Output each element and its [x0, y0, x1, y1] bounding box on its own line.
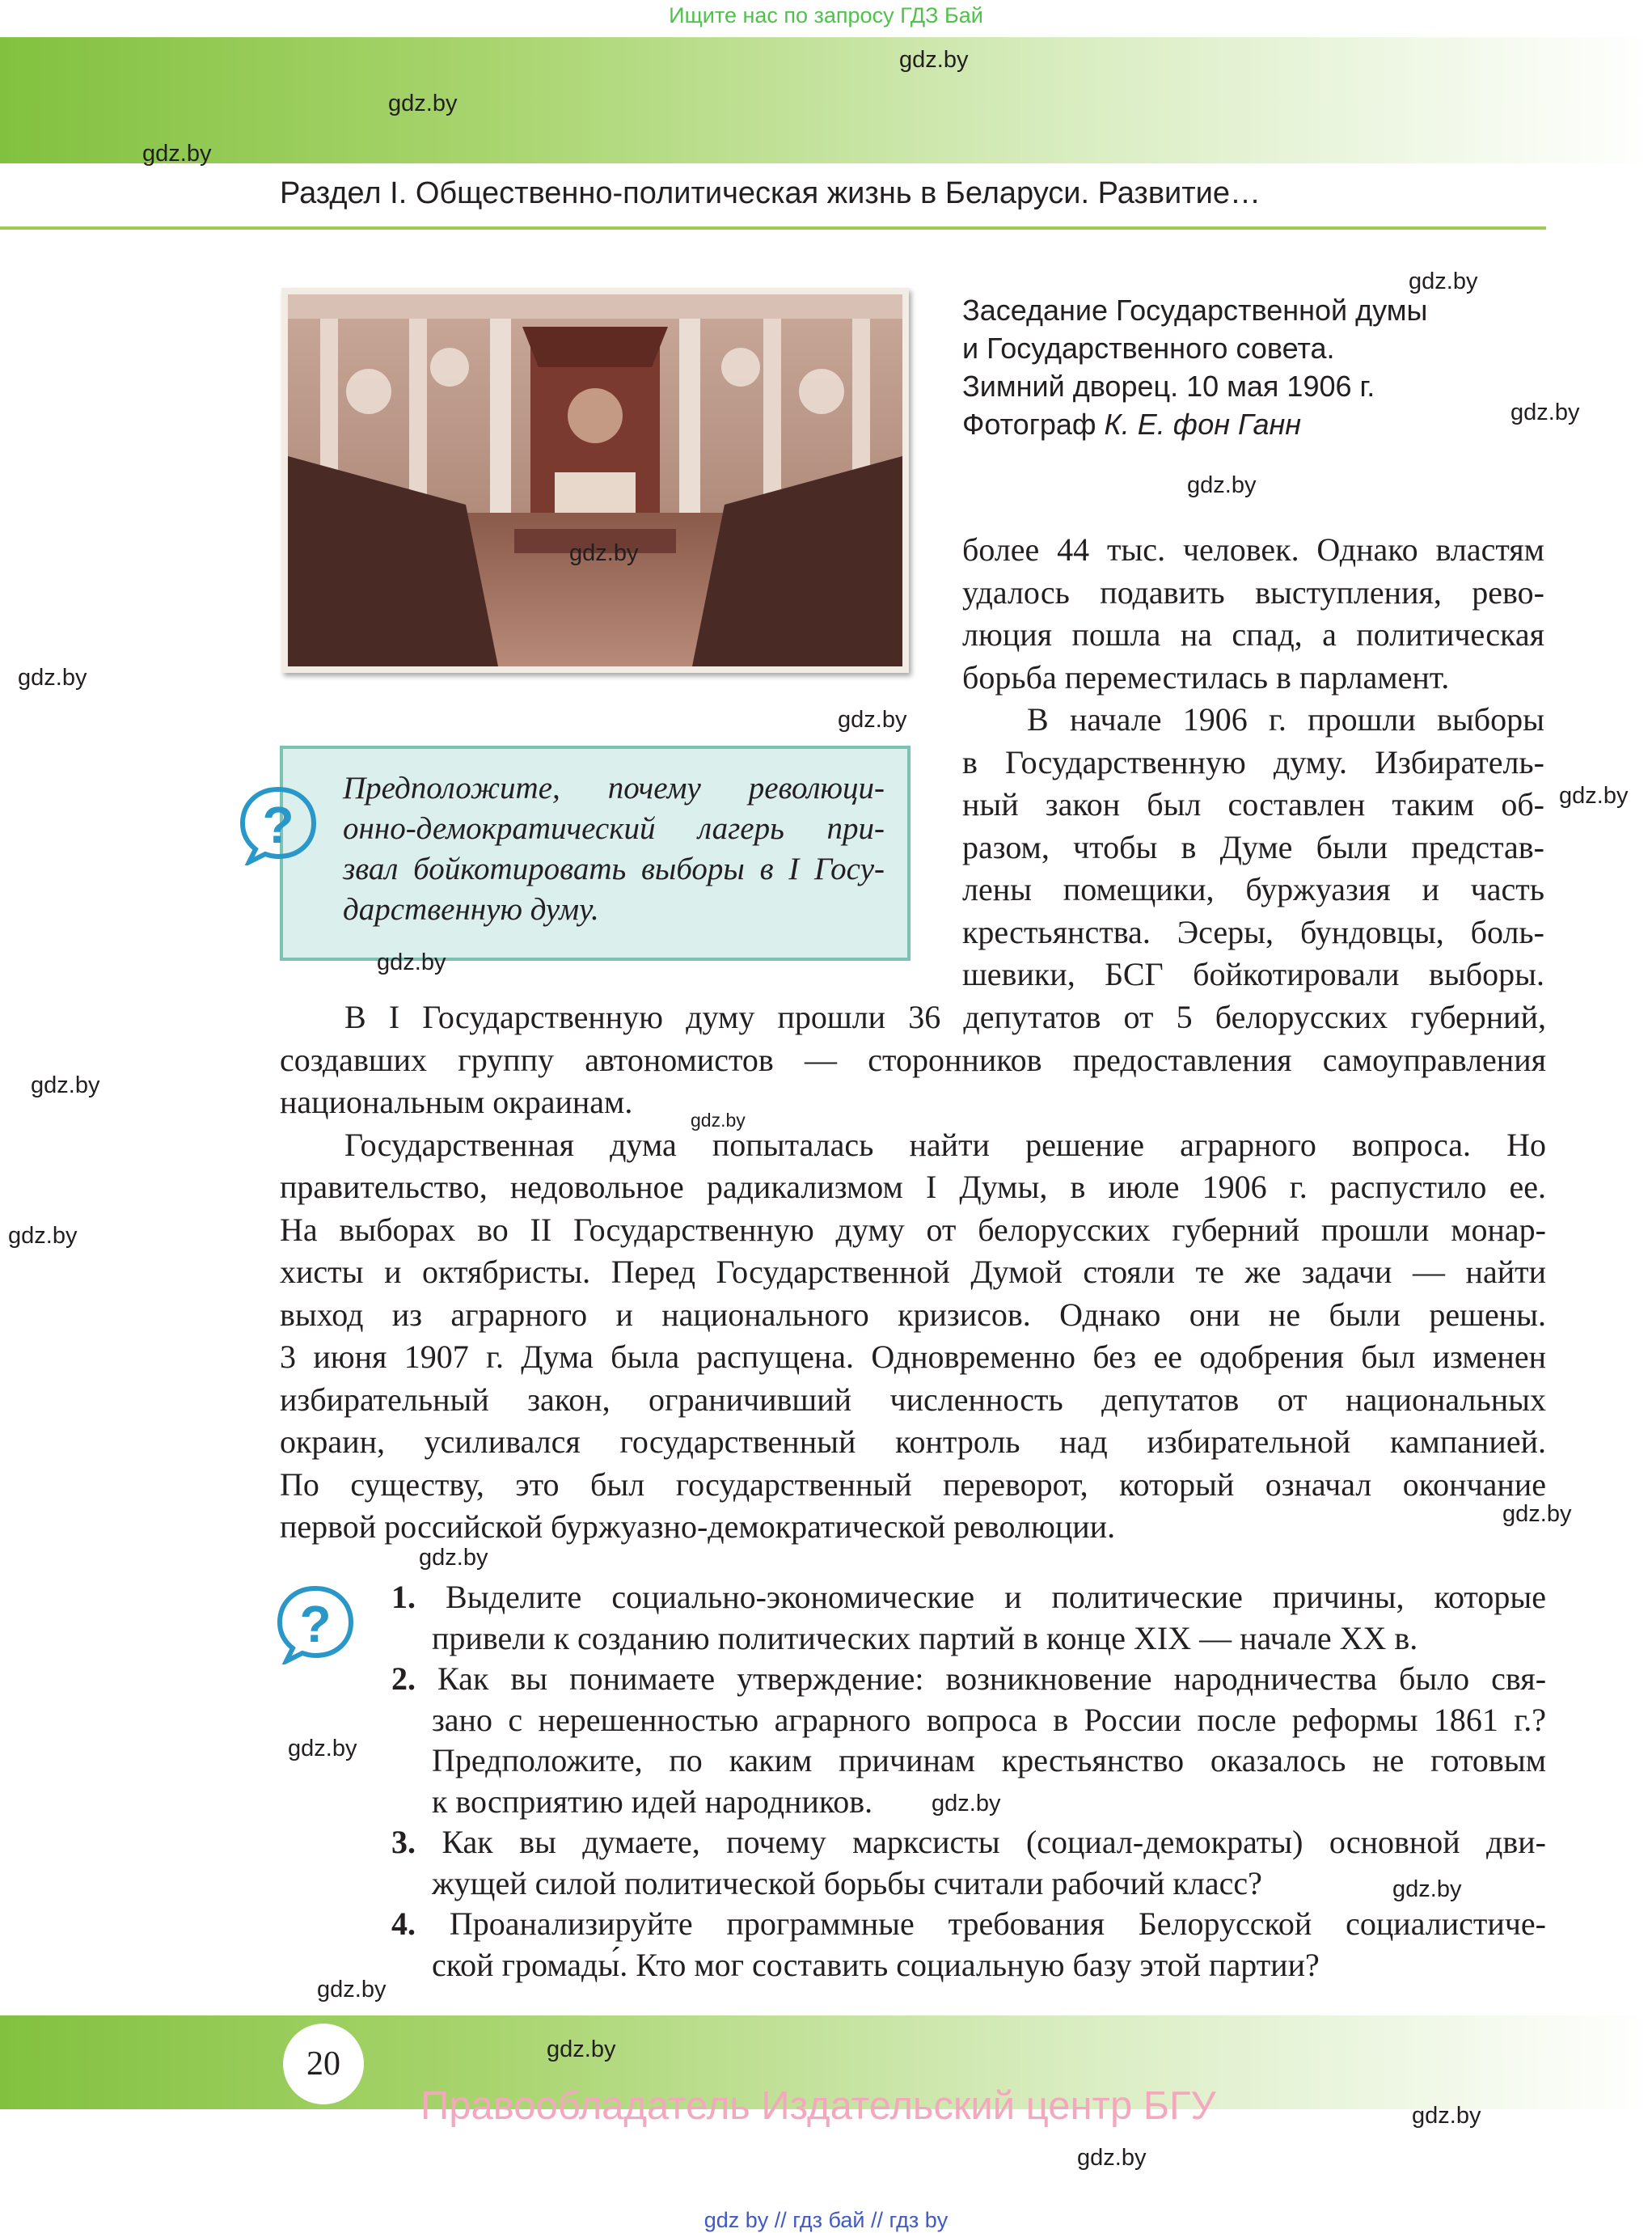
bottom-links[interactable]: gdz by // гдз бай // гдз by	[703, 2208, 949, 2232]
svg-text:?: ?	[299, 1595, 332, 1653]
page-number: 20	[283, 2024, 364, 2104]
review-questions	[391, 1577, 1546, 1986]
watermark: gdz.by	[691, 1110, 746, 1131]
caption-line: Заседание Государственной думы	[962, 294, 1428, 327]
question-number: 4.	[391, 1905, 416, 1942]
text-line: избирательный закон, ограничивший численность депутатов от национальных	[280, 1381, 1546, 1418]
text-line: онно-демократический лагерь при-	[343, 811, 885, 846]
text-line: дарственную думу.	[343, 892, 599, 927]
watermark: gdz.by	[288, 1736, 357, 1761]
watermark: gdz.by	[1412, 2103, 1481, 2129]
question-2-cont: к восприятию идей народников.	[432, 1783, 873, 1820]
text-line: первой российской буржуазно-демократической революции.	[280, 1508, 1116, 1545]
watermark: gdz.by	[317, 1977, 387, 2003]
header-divider	[0, 226, 1546, 230]
question-2-cont: Предположите, по каким причинам крестьянство оказалось не готовым	[432, 1742, 1546, 1778]
svg-text:?: ?	[262, 796, 294, 854]
question-2-cont: зано с нерешенностью аграрного вопроса в России после реформы 1861 г.?	[432, 1701, 1546, 1738]
header-band	[0, 37, 1652, 163]
watermark: gdz.by	[1559, 783, 1629, 809]
watermark: gdz.by	[1187, 472, 1257, 498]
watermark: gdz.by	[142, 141, 212, 167]
watermark: gdz.by	[547, 2036, 616, 2062]
text-line: выход из аграрного и национального кризисов. Однако они не были решены.	[280, 1296, 1546, 1333]
question-mark-icon	[238, 785, 319, 865]
text-line: борьба переместилась в парламент.	[962, 658, 1450, 696]
question-text: Как вы думаете, почему марксисты (социал-демократы) основной дви-	[442, 1824, 1547, 1860]
main-paragraphs	[280, 996, 1546, 1549]
question-number: 3.	[391, 1824, 416, 1860]
text-line: крестьянства. Эсеры, бундовцы, боль-	[962, 913, 1544, 950]
text-line: По существу, это был государственный переворот, который означал окончание	[280, 1465, 1546, 1503]
photo-caption	[962, 291, 1427, 443]
watermark: gdz.by	[569, 540, 639, 566]
watermark: gdz.by	[1077, 2145, 1147, 2171]
text-line: ный закон был составлен таким об-	[962, 786, 1544, 823]
question-2	[391, 1659, 1546, 1700]
caption-line: и Государственного совета.	[962, 332, 1335, 365]
watermark: gdz.by	[31, 1072, 100, 1098]
watermark: gdz.by	[388, 91, 458, 116]
text-line: лены помещики, буржуазия и часть	[962, 871, 1544, 907]
watermark: gdz.by	[1502, 1501, 1572, 1527]
top-search-banner[interactable]: Ищите нас по запросу ГДЗ Бай	[669, 3, 983, 27]
watermark: gdz.by	[8, 1223, 78, 1249]
caption-photographer-prefix: Фотограф	[962, 408, 1105, 441]
caption-photographer-name: К. Е. фон Ганн	[1104, 408, 1302, 441]
question-1-cont: привели к созданию политических партий в конце XIX — начале XX в.	[432, 1619, 1418, 1656]
text-line: окраин, усиливался государственный контроль над избирательной кампанией.	[280, 1423, 1546, 1460]
question-text: Проанализируйте программные требования Белорусской социалистиче-	[449, 1905, 1547, 1942]
watermark: gdz.by	[18, 665, 87, 691]
right-column-text	[962, 529, 1544, 996]
question-text: Как вы понимаете утверждение: возникновение народничества было свя-	[437, 1660, 1547, 1697]
watermark: gdz.by	[838, 707, 907, 733]
text-line: национальным окраинам.	[280, 1084, 633, 1120]
text-line: Государственная дума попыталась найти решение аграрного вопроса. Но	[344, 1126, 1546, 1163]
watermark: gdz.by	[1409, 269, 1478, 294]
text-line: более 44 тыс. человек. Однако властям	[962, 531, 1544, 568]
question-4-cont: ской громады́. Кто мог составить социальную базу этой партии?	[432, 1946, 1320, 1983]
duma-session-illustration	[288, 294, 902, 666]
copyright-notice: Правообладатель Издательский центр БГУ	[420, 2084, 1216, 2128]
text-line: создавших группу автономистов — сторонников предоставления самоуправления	[280, 1041, 1546, 1078]
duma-session-photo	[281, 288, 909, 673]
text-line: в Государственную думу. Избиратель-	[962, 743, 1544, 780]
text-line: На выборах во II Государственную думу от белорусских губерний прошли монар-	[280, 1211, 1546, 1248]
text-line: звал бойкотировать выборы в I Госу-	[343, 852, 885, 886]
text-line: В I Государственную думу прошли 36 депутатов от 5 белорусских губерний,	[344, 999, 1546, 1035]
question-text: Выделите социально-экономические и политические причины, которые	[446, 1579, 1547, 1615]
question-4	[391, 1904, 1546, 1945]
text-line: Предположите, почему революци-	[343, 771, 885, 806]
question-1	[391, 1577, 1546, 1618]
text-line: правительство, недовольное радикализмом I Думы, в июле 1906 г. распустило ее.	[280, 1169, 1546, 1205]
text-line: люция пошла на спад, а политическая	[962, 616, 1544, 653]
questions-icon	[275, 1584, 356, 1664]
text-line: шевики, БСГ бойкотировали выборы.	[962, 956, 1544, 992]
watermark: gdz.by	[377, 949, 446, 975]
watermark: gdz.by	[419, 1545, 488, 1571]
watermark: gdz.by	[1510, 400, 1580, 425]
watermark: gdz.by	[1392, 1876, 1462, 1902]
section-title: Раздел I. Общественно-политическая жизнь в Беларуси. Развитие…	[280, 176, 1261, 210]
question-number: 1.	[391, 1579, 416, 1615]
text-line: В начале 1906 г. прошли выборы	[1027, 701, 1544, 738]
question-box-text	[343, 768, 885, 930]
text-line: 3 июня 1907 г. Дума была распущена. Одновременно без ее одобрения был изменен	[280, 1339, 1546, 1375]
question-3	[391, 1822, 1546, 1863]
text-line: разом, чтобы в Думе были представ-	[962, 828, 1544, 865]
caption-line	[962, 405, 1427, 443]
watermark: gdz.by	[899, 47, 969, 73]
text-line: хисты и октябристы. Перед Государственной Думой стояли те же задачи — найти	[280, 1254, 1546, 1290]
question-number: 2.	[391, 1660, 416, 1697]
watermark: gdz.by	[932, 1791, 1001, 1816]
caption-line: Зимний дворец. 10 мая 1906 г.	[962, 370, 1375, 403]
question-3-cont: жущей силой политической борьбы считали рабочий класс?	[432, 1864, 1262, 1901]
text-line: удалось подавить выступления, рево-	[962, 573, 1544, 611]
